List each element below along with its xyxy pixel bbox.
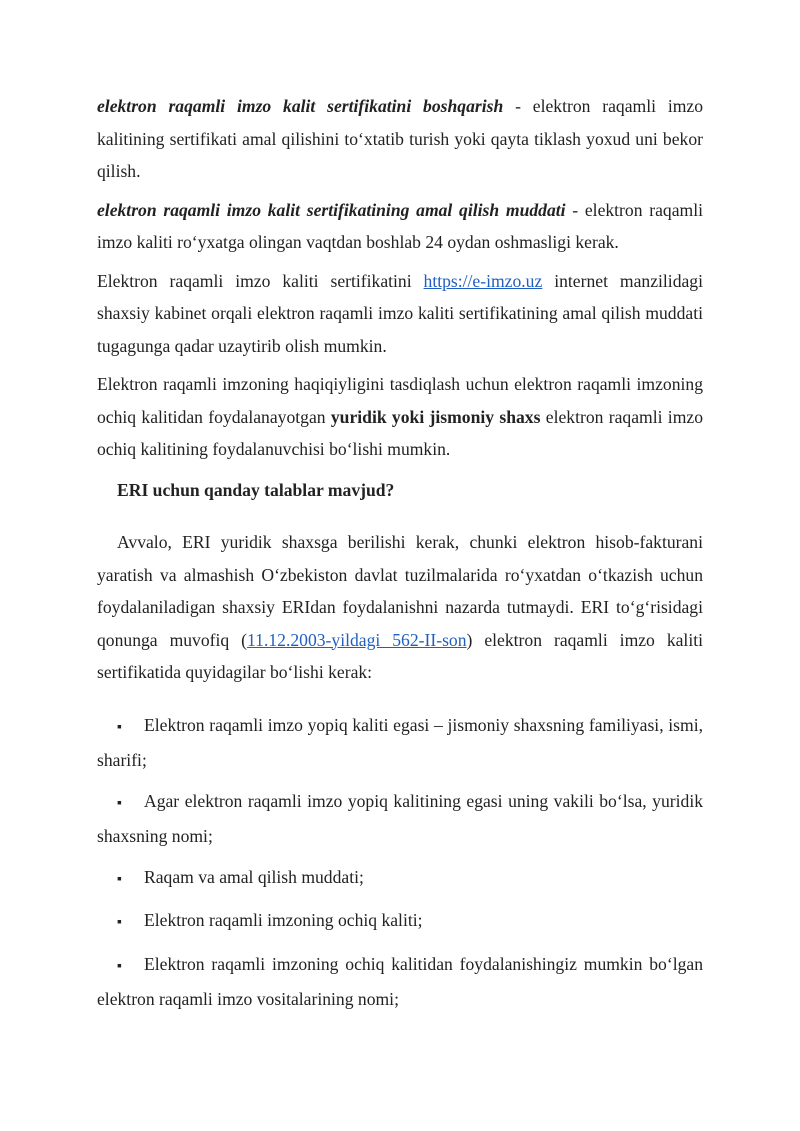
list-item (97, 904, 703, 940)
paragraph-requirements-intro (97, 526, 703, 689)
definition-text: - elektron raqamli imzo kaliti ro‘yxatga olingan vaqtdan boshlab 24 oydan oshmasligi kerak. (97, 199, 703, 252)
list-item-text: Agar elektron raqamli imzo yopiq kalitining egasi uning vakili bo‘lsa, yuridik shaxsning nomi; (97, 790, 703, 846)
paragraph-text: Elektron raqamli imzo kaliti sertifikatini (97, 270, 424, 291)
definition-certificate-management (97, 90, 703, 188)
paragraph-text: Elektron raqamli imzoning haqiqiyligini tasdiqlash uchun elektron raqamli imzoning ochiq kalitidan foydalanayotgan (97, 374, 703, 427)
section-heading: ERI uchun qanday talablar mavjud? (117, 479, 395, 500)
bold-phrase: yuridik yoki jismoniy shaxs (330, 406, 541, 427)
e-imzo-link[interactable]: https://e-imzo.uz (423, 270, 543, 291)
definition-certificate-validity (97, 194, 703, 259)
term-certificate-management: elektron raqamli imzo kalit sertifikatini boshqarish (97, 96, 504, 116)
list-item-text: Elektron raqamli imzoning ochiq kaliti; (144, 910, 423, 930)
requirements-list (97, 709, 703, 1016)
bullet-icon: ▪ (117, 719, 122, 735)
paragraph-text: ) elektron raqamli imzo kaliti sertifikatida quyidagilar bo‘lishi kerak: (97, 629, 703, 682)
paragraph-text: elektron raqamli imzo ochiq kalitining foydalanuvchisi bo‘lishi mumkin. (97, 406, 703, 459)
list-item-text: Raqam va amal qilish muddati; (144, 866, 364, 887)
definition-text: - elektron raqamli imzo kalitining sertifikati amal qilishini to‘xtatib turish yoki qayta tiklash yoxud uni bekor qilish. (97, 96, 703, 181)
law-reference-link[interactable]: 11.12.2003-yildagi 562-II-son (247, 629, 467, 650)
list-item-text: Elektron raqamli imzoning ochiq kalitidan foydalanishingiz mumkin bo‘lgan elektron raqamli imzo vositalarining nomi; (97, 953, 703, 1009)
bullet-icon: ▪ (117, 795, 122, 811)
list-item (97, 948, 703, 1016)
list-item-text: Elektron raqamli imzo yopiq kaliti egasi – jismoniy shaxsning familiyasi, ismi, sharifi; (97, 714, 703, 770)
term-certificate-validity: elektron raqamli imzo kalit sertifikatining amal qilish muddati (97, 199, 566, 220)
bullet-icon: ▪ (117, 871, 122, 887)
paragraph-text: internet manzilidagi shaxsiy kabinet orqali elektron raqamli imzo kaliti sertifikatining amal qilish muddati tugagunga qadar uzaytirib olish mumkin. (97, 270, 703, 356)
paragraph-text: Avvalo, ERI yuridik shaxsga berilishi kerak, chunki elektron hisob-fakturani yaratish va almashish O‘zbekiston davlat tuzilmalarida ro‘yxatdan o‘tkazish uchun foydalaniladigan shaxsiy ERIdan foydalanishni nazarda tutmaydi. ERI to‘g‘risidagi qonunga muvofiq ( (97, 532, 703, 650)
paragraph-renewal (97, 265, 703, 363)
list-item (97, 709, 703, 777)
list-item (97, 785, 703, 853)
paragraph-verification (97, 368, 703, 466)
bullet-icon: ▪ (117, 958, 122, 974)
bullet-icon: ▪ (117, 915, 122, 930)
list-item (97, 861, 703, 897)
